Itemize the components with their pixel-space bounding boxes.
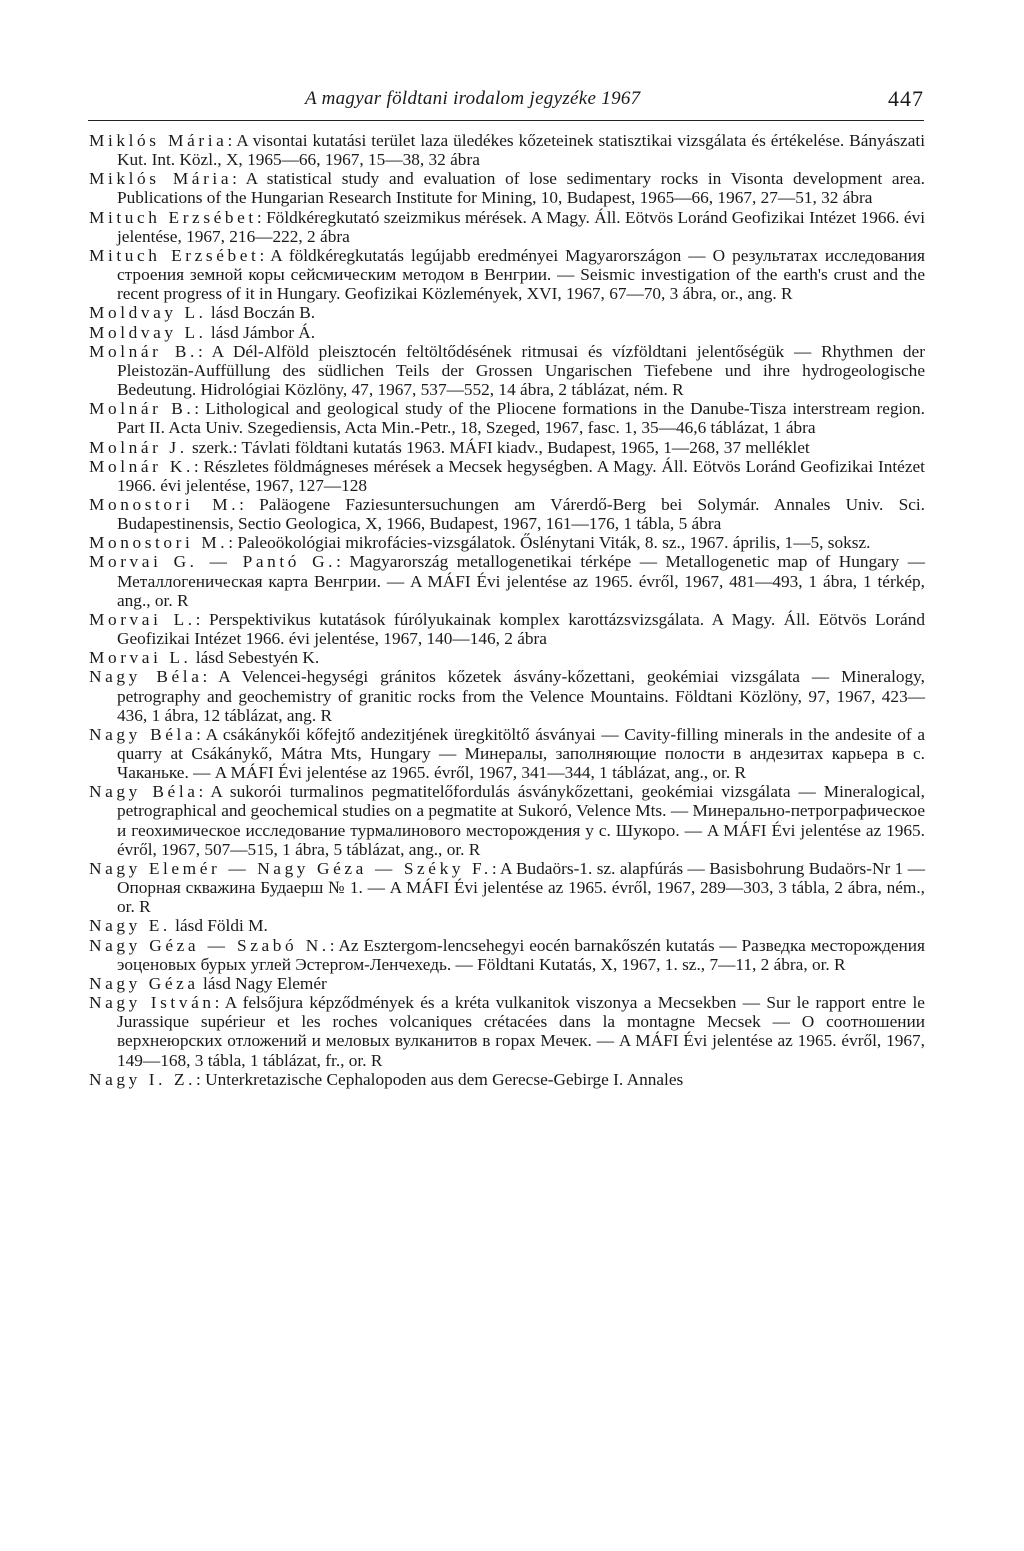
entry-author: Nagy István [89, 993, 215, 1013]
entry-author: Nagy E. [89, 916, 171, 936]
entry-text: : Perspektivikus kutatások fúrólyukainak komplex karottázsvizsgálata. A Magy. Áll. Eötvös Loránd Geofizikai Intézet 1966. évi jelentése, 1967, 140—146, 2 ábra [117, 609, 925, 649]
entry-text: : A Budaörs-1. sz. alapfúrás — Basisbohrung Budaörs-Nr 1 — Опорная скважина Будаерш № 1. — A MÁFI Évi jelentése az 1965. évről, 1967, 289—303, 3 tábla, 2 ábra, ném., or. R [117, 858, 926, 917]
bibliography-entry [89, 936, 925, 974]
entry-text: : Földkéregkutató szeizmikus mérések. A Magy. Áll. Eötvös Loránd Geofizikai Intézet 1966. évi jelentése, 1967, 216—222, 2 ábra [117, 207, 926, 246]
entry-text: : A csákánykői kőfejtő andezitjének üregkitöltő ásványai — Cavity-filling minerals in the andesite of a quarry at Csákánykő, Mátra Mts, Hungary — Минералы, заполняющие полости в андезитах карьера в с. Чаканьке. — A MÁFI Évi jelentése az 1965. évről, 1967, 341—344, 1 táblázat, ang., or. R [117, 724, 925, 783]
entry-author: Morvai L. [89, 648, 192, 668]
entry-text: : Részletes földmágneses mérések a Mecsek hegységben. A Magy. Áll. Eötvös Loránd Geofizikai Intézet 1966. évi jelentése, 1967, 127—128 [117, 456, 925, 495]
entry-author: Mituch Erzsébet [89, 207, 257, 227]
bibliography-entry [89, 495, 925, 533]
bibliography-entry [89, 533, 925, 552]
bibliography-entry [89, 552, 925, 609]
entry-text: : A statistical study and evaluation of lose sedimentary rocks in Visonta development area. Publications of the Hungarian Research Institute for Mining, 10, Budapest, 1965—66, 1967, 27—51, 32 ábra [117, 169, 926, 208]
bibliography-entry [89, 974, 925, 993]
entry-author: Nagy Géza — Szabó N. [89, 935, 330, 955]
bibliography-entry [89, 246, 925, 303]
entry-author: Monostori M. [89, 494, 240, 514]
entry-text: : A Velencei-hegységi gránitos kőzetek ásvány-kőzettani, geokémiai vizsgálata — Mineralogy, petrography and geochemistry of granitic rocks from the Velence Mountains. Földtani Közlöny, 97, 1967, 423—436, 1 ábra, 12 táblázat, ang. R [117, 667, 925, 725]
bibliography-entry [89, 399, 925, 437]
bibliography-entry [89, 993, 925, 1070]
header-rule [88, 120, 924, 121]
bibliography-entry [89, 208, 925, 246]
bibliography-entry [89, 323, 925, 342]
entry-text: lásd Jámbor Á. [206, 322, 316, 342]
entry-author: Morvai L. [89, 609, 196, 629]
entry-author: Mituch Erzsébet [89, 245, 260, 265]
bibliography-entry [89, 916, 925, 935]
entry-text: lásd Földi M. [170, 916, 268, 936]
entry-author: Monostori M. [89, 533, 229, 553]
entry-text: lásd Sebestyén K. [191, 648, 320, 668]
entry-text: : Paleoökológiai mikrofácies-vizsgálatok. Őslénytani Viták, 8. sz., 1967. április, 1—5, soksz. [228, 533, 871, 553]
entry-author: Moldvay L. [89, 322, 207, 342]
entry-author: Nagy Béla [89, 724, 197, 744]
bibliography-list [89, 131, 925, 1089]
entry-author: Miklós Mária [89, 131, 228, 150]
bibliography-entry [89, 610, 925, 648]
bibliography-entry [89, 1070, 925, 1089]
entry-author: Nagy I. Z. [89, 1069, 197, 1089]
entry-text: : A Dél-Alföld pleisztocén feltöltődésének ritmusai és vízföldtani jelentőségük — Rhythmen der Pleistozän-Auffüllung des südlichen Teils der Grossen Ungarischen Tiefebene und ihre hydrogeologische Bedeutung. Hidrológiai Közlöny, 47, 1967, 537—552, 14 ábra, 2 táblázat, ném. R [117, 341, 925, 400]
bibliography-entry [89, 131, 925, 169]
entry-text: lásd Boczán B. [206, 303, 316, 323]
entry-text: : A felsőjura képződmények és a kréta vulkanitok viszonya a Mecsekben — Sur le rapport entre le Jurassique supérieur et les roches volcaniques crétacées dans la montagne Mecsek — О соотношении верхнеюрских отложений и меловых вулканитов в горах Мечек. — A MÁFI Évi jelentése az 1965. évről, 1967, 149—168, 3 tábla, 1 táblázat, fr., or. R [117, 993, 925, 1070]
entry-text: szerk.: Távlati földtani kutatás 1963. MÁFI kiadv., Budapest, 1965, 1—268, 37 melléklet [187, 437, 810, 457]
bibliography-entry [89, 782, 925, 859]
entry-text: : Unterkretazische Cephalopoden aus dem Gerecse-Gebirge I. Annales [196, 1069, 684, 1089]
entry-author: Nagy Béla [89, 782, 199, 802]
bibliography-entry [89, 648, 925, 667]
entry-author: Morvai G. — Pantó G. [89, 552, 337, 572]
entry-text: : A visontai kutatási terület laza üledékes kőzeteinek statisztikai vizsgálata és értékelése. Bányászati Kut. Int. Közl., X, 1965—66, 1967, 15—38, 32 ábra [117, 131, 925, 170]
bibliography-entry [89, 667, 925, 724]
entry-author: Nagy Elemér — Nagy Géza — Széky F. [89, 858, 492, 878]
running-title: A magyar földtani irodalom jegyzéke 1967 [305, 88, 641, 109]
entry-author: Molnár K. [89, 456, 194, 476]
entry-text: : Magyarország metallogenetikai térképe — Metallogenetic map of Hungary — Металлогеническая карта Венгрии. — A MÁFI Évi jelentése az 1965. évről, 1967, 481—493, 1 ábra, 1 térkép, ang., or. R [117, 552, 925, 610]
bibliography-entry [89, 342, 925, 399]
entry-author: Moldvay L. [89, 303, 207, 323]
bibliography-entry [89, 725, 925, 782]
bibliography-entry [89, 859, 925, 916]
entry-text: : Az Esztergom-lencsehegyi eocén barnakőszén kutatás — Разведка месторождения эоценовых бурых углей Эстергом-Ленчехедь. — Földtani Kutatás, X, 1967, 1. sz., 7—11, 2 ábra, or. R [117, 935, 925, 974]
page-header [88, 88, 924, 122]
entry-text: : Lithological and geological study of the Pliocene formations in the Danube-Tisza interstream region. Part II. Acta Univ. Szegediensis, Acta Min.-Petr., 18, Szeged, 1967, fasc. 1, 35—46,6 táblázat, 1 ábra [117, 399, 925, 438]
entry-author: Molnár B. [89, 399, 195, 419]
entry-author: Nagy Béla [89, 667, 203, 687]
entry-text: : A sukorói turmalinos pegmatitelőfordulás ásványkőzettani, geokémiai vizsgálata — Mineralogical, petrographical and geochemical studies on a pegmatite at Sukoró, Velence Mts. — Минерально-петрографическое и геохимическое исследование турмалинового месторождения у с. Шукоро. — A MÁFI Évi jelentése az 1965. évről, 1967, 507—515, 1 ábra, 5 táblázat, ang., or. R [117, 782, 926, 859]
entry-author: Nagy Géza [89, 973, 199, 993]
page-number: 447 [888, 86, 924, 111]
bibliography-entry [89, 303, 925, 322]
bibliography-entry [89, 438, 925, 457]
bibliography-entry [89, 169, 925, 207]
entry-text: : A földkéregkutatás legújabb eredményei Magyarországon — О результатах исследования строения земной коры сейсмическим методом в Венгрии. — Seismic investigation of the earth's crust and the recent progress of it in Hungary. Geofizikai Közlemények, XVI, 1967, 67—70, 3 ábra, or., ang. R [117, 245, 926, 304]
entry-author: Molnár B. [89, 341, 198, 361]
bibliography-entry [89, 457, 925, 495]
entry-author: Molnár J. [89, 437, 188, 457]
entry-text: : Paläogene Faziesuntersuchungen am Várerdő-Berg bei Solymár. Annales Univ. Sci. Budapestinensis, Sectio Geologica, X, 1966, Budapest, 1967, 161—176, 1 tábla, 5 ábra [117, 494, 925, 534]
entry-author: Miklós Mária [89, 169, 233, 189]
entry-text: lásd Nagy Elemér [198, 973, 327, 993]
